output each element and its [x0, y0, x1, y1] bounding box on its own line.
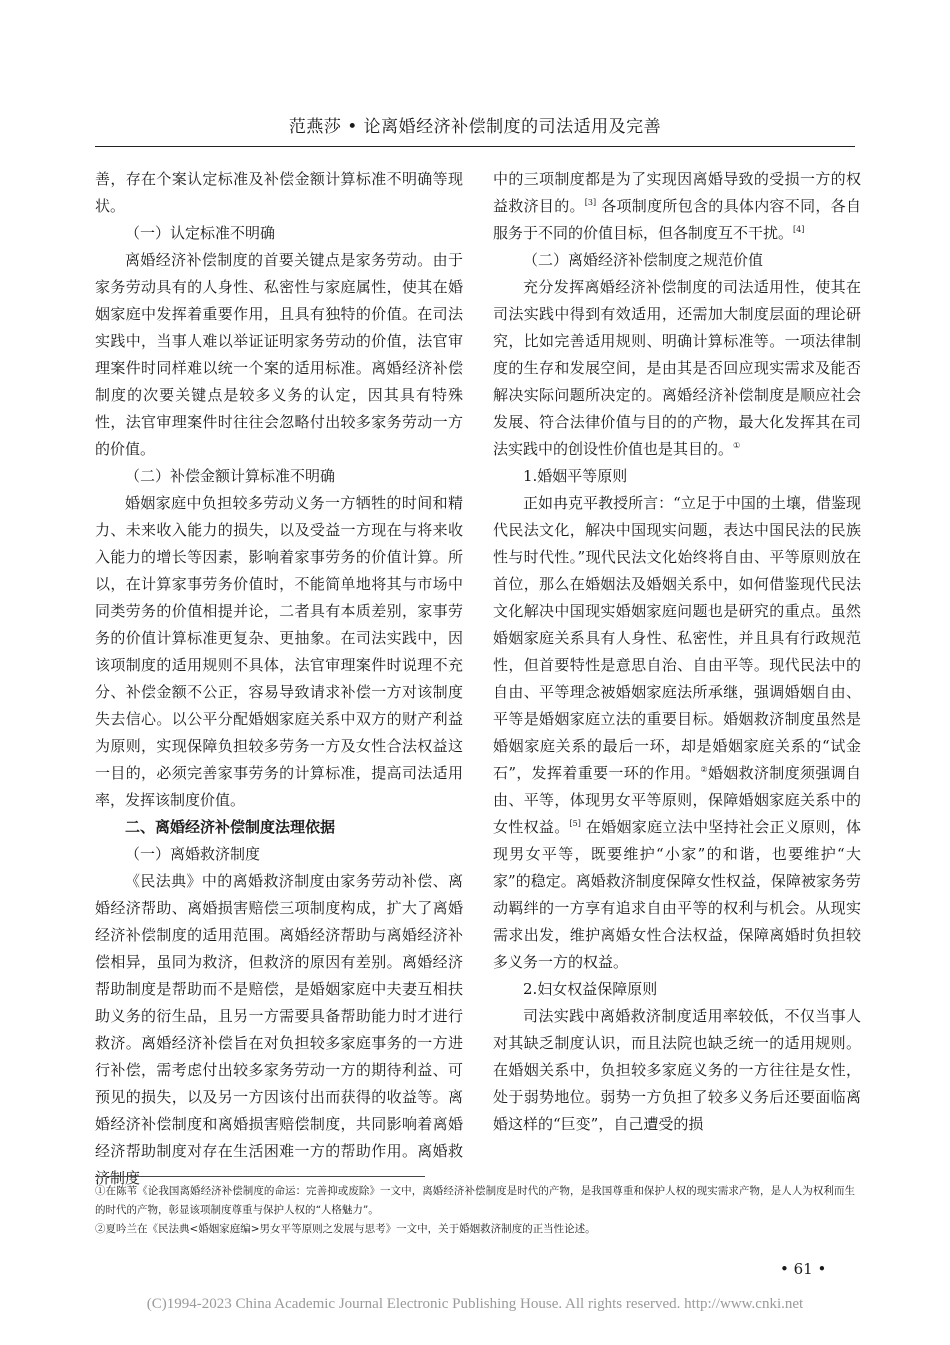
paragraph	[493, 166, 861, 247]
page-number: • 61 •	[780, 1260, 827, 1278]
section-heading: （二）离婚经济补偿制度之规范价值	[523, 251, 764, 269]
paragraph	[493, 274, 861, 463]
footnote-ref: ①	[733, 441, 741, 450]
footnotes	[95, 1182, 855, 1239]
citation-ref: [4]	[793, 225, 805, 234]
text-run: 在婚姻家庭立法中坚持社会正义原则，体现男女平等，既要维护“小家”的和谐，也要维护“大家”的稳定。离婚救济制度保障女性权益，保障被家务劳动羁绊的一方享有追求自由平等的权利与机会。从现实需求出发，维护离婚女性合法权益，保障离婚时负担较多义务一方的权益。	[493, 818, 861, 971]
footnote: ①在陈苇《论我国离婚经济补偿制度的命运：完善抑或废除》一文中，离婚经济补偿制度是时代的产物，是我国尊重和保护人权的现实需求产物，是人人为权利而生的时代的产物，彰显该项制度尊重与保护人权的“人格魅力”。	[95, 1185, 855, 1216]
subsection-heading: 1.婚姻平等原则	[523, 467, 628, 485]
section-heading: （一）认定标准不明确	[125, 224, 276, 242]
paragraph: 司法实践中离婚救济制度适用率较低，不仅当事人对其缺乏制度认识，而且法院也缺乏统一的适用规则。在婚姻关系中，负担较多家庭义务的一方往往是女性，处于弱势地位。弱势一方负担了较多义务后还要面临离婚这样的“巨变”，自己遭受的损	[493, 1007, 861, 1133]
header-rule	[95, 146, 855, 147]
text-run: 正如冉克平教授所言：“立足于中国的土壤，借鉴现代民法文化，解决中国现实问题，表达中国民法的民族性与时代性。”现代民法文化始终将自由、平等原则放在首位，那么在婚姻法及婚姻关系中，如何借鉴现代民法文化解决中国现实婚姻家庭问题也是研究的重点。虽然婚姻家庭关系具有人身性、私密性，并且具有行政规范性，但首要特性是意思自治、自由平等。现代民法中的自由、平等理念被婚姻家庭法所承继，强调婚姻自由、平等是婚姻家庭立法的重要目标。婚姻救济制度虽然是婚姻家庭关系的最后一环，却是婚姻家庭关系的“试金石”，发挥着重要一环的作用。	[493, 494, 861, 782]
section-heading: （一）离婚救济制度	[125, 845, 261, 863]
text-run: 婚姻救济制度须强调自由、平等，体现男女平等原则，保障婚姻家庭关系中的女性权益。	[493, 764, 861, 836]
text-run: 充分发挥离婚经济补偿制度的司法适用性，使其在司法实践中得到有效适用，还需加大制度层面的理论研究，比如完善适用规则、明确计算标准等。一项法律制度的生存和发展空间，是由其是否回应现实需求及能否解决实际问题所决定的。离婚经济补偿制度是顺应社会发展、符合法律价值与目的的产物，最大化发挥其在司法实践中的创设性价值也是其目的。	[493, 278, 861, 458]
section-heading: （二）补偿金额计算标准不明确	[125, 467, 336, 485]
footnote-ref: ②	[700, 765, 708, 774]
right-column	[493, 166, 861, 1138]
text-run: 各项制度所包含的具体内容不同，各自服务于不同的价值目标，但各制度互不干扰。	[493, 197, 861, 242]
running-title: 范燕莎 • 论离婚经济补偿制度的司法适用及完善	[288, 117, 662, 137]
paragraph: 《民法典》中的离婚救济制度由家务劳动补偿、离婚经济帮助、离婚损害赔偿三项制度构成，扩大了离婚经济补偿制度的适用范围。离婚经济帮助与离婚经济补偿相异，虽同为救济，但救济的原因有差别。离婚经济帮助制度是帮助而不是赔偿，是婚姻家庭中夫妻互相扶助义务的衍生品，且另一方需要具备帮助能力时才进行救济。离婚经济补偿旨在对负担较多家庭事务的一方进行补偿，需考虑付出较多家务劳动一方的期待利益、可预见的损失，以及另一方因该付出而获得的收益等。离婚经济补偿制度和离婚损害赔偿制度，共同影响着离婚经济帮助制度对存在生活困难一方的帮助作用。离婚救济制度	[95, 872, 463, 1187]
text-run: 中的三项制度都是为了实现因离婚导致的受损一方的权益救济目的。	[493, 170, 861, 215]
paragraph: 婚姻家庭中负担较多劳动义务一方牺牲的时间和精力、未来收入能力的损失，以及受益一方现在与将来收入能力的增长等因素，影响着家事劳务的价值计算。所以，在计算家事劳务价值时，不能简单地将其与市场中同类劳务的价值相提并论，二者具有本质差别，家事劳务的价值计算标准更复杂、更抽象。在司法实践中，因该项制度的适用规则不具体，法官审理案件时说理不充分、补偿金额不公正，容易导致请求补偿一方对该制度失去信心。以公平分配婚姻家庭关系中双方的财产利益为原则，实现保障负担较多劳务一方及女性合法权益这一目的，必须完善家事劳务的计算标准，提高司法适用率，发挥该制度价值。	[95, 494, 463, 809]
chapter-heading: 二、离婚经济补偿制度法理依据	[125, 818, 336, 836]
paragraph: 离婚经济补偿制度的首要关键点是家务劳动。由于家务劳动具有的人身性、私密性与家庭属性，使其在婚姻家庭中发挥着重要作用，且具有独特的价值。在司法实践中，当事人难以举证证明家务劳动的价值，法官审理案件时同样难以统一个案的适用标准。离婚经济补偿制度的次要关键点是较多义务的认定，因其具有特殊性，法官审理案件时往往会忽略付出较多家务劳动一方的价值。	[95, 251, 463, 458]
paragraph	[493, 490, 861, 976]
citation-ref: [5]	[569, 819, 581, 828]
left-column	[95, 166, 463, 1192]
paragraph: 善，存在个案认定标准及补偿金额计算标准不明确等现状。	[95, 170, 463, 215]
footnote: ②夏吟兰在《民法典<婚姻家庭编>男女平等原则之发展与思考》一文中，关于婚姻救济制度的正当性论述。	[95, 1223, 596, 1235]
footnote-rule	[95, 1176, 425, 1177]
citation-ref: [3]	[584, 198, 597, 207]
copyright-line: (C)1994-2023 China Academic Journal Electronic Publishing House. All rights reserved. http://www.cnki.net	[146, 1296, 804, 1312]
subsection-heading: 2.妇女权益保障原则	[523, 980, 658, 998]
